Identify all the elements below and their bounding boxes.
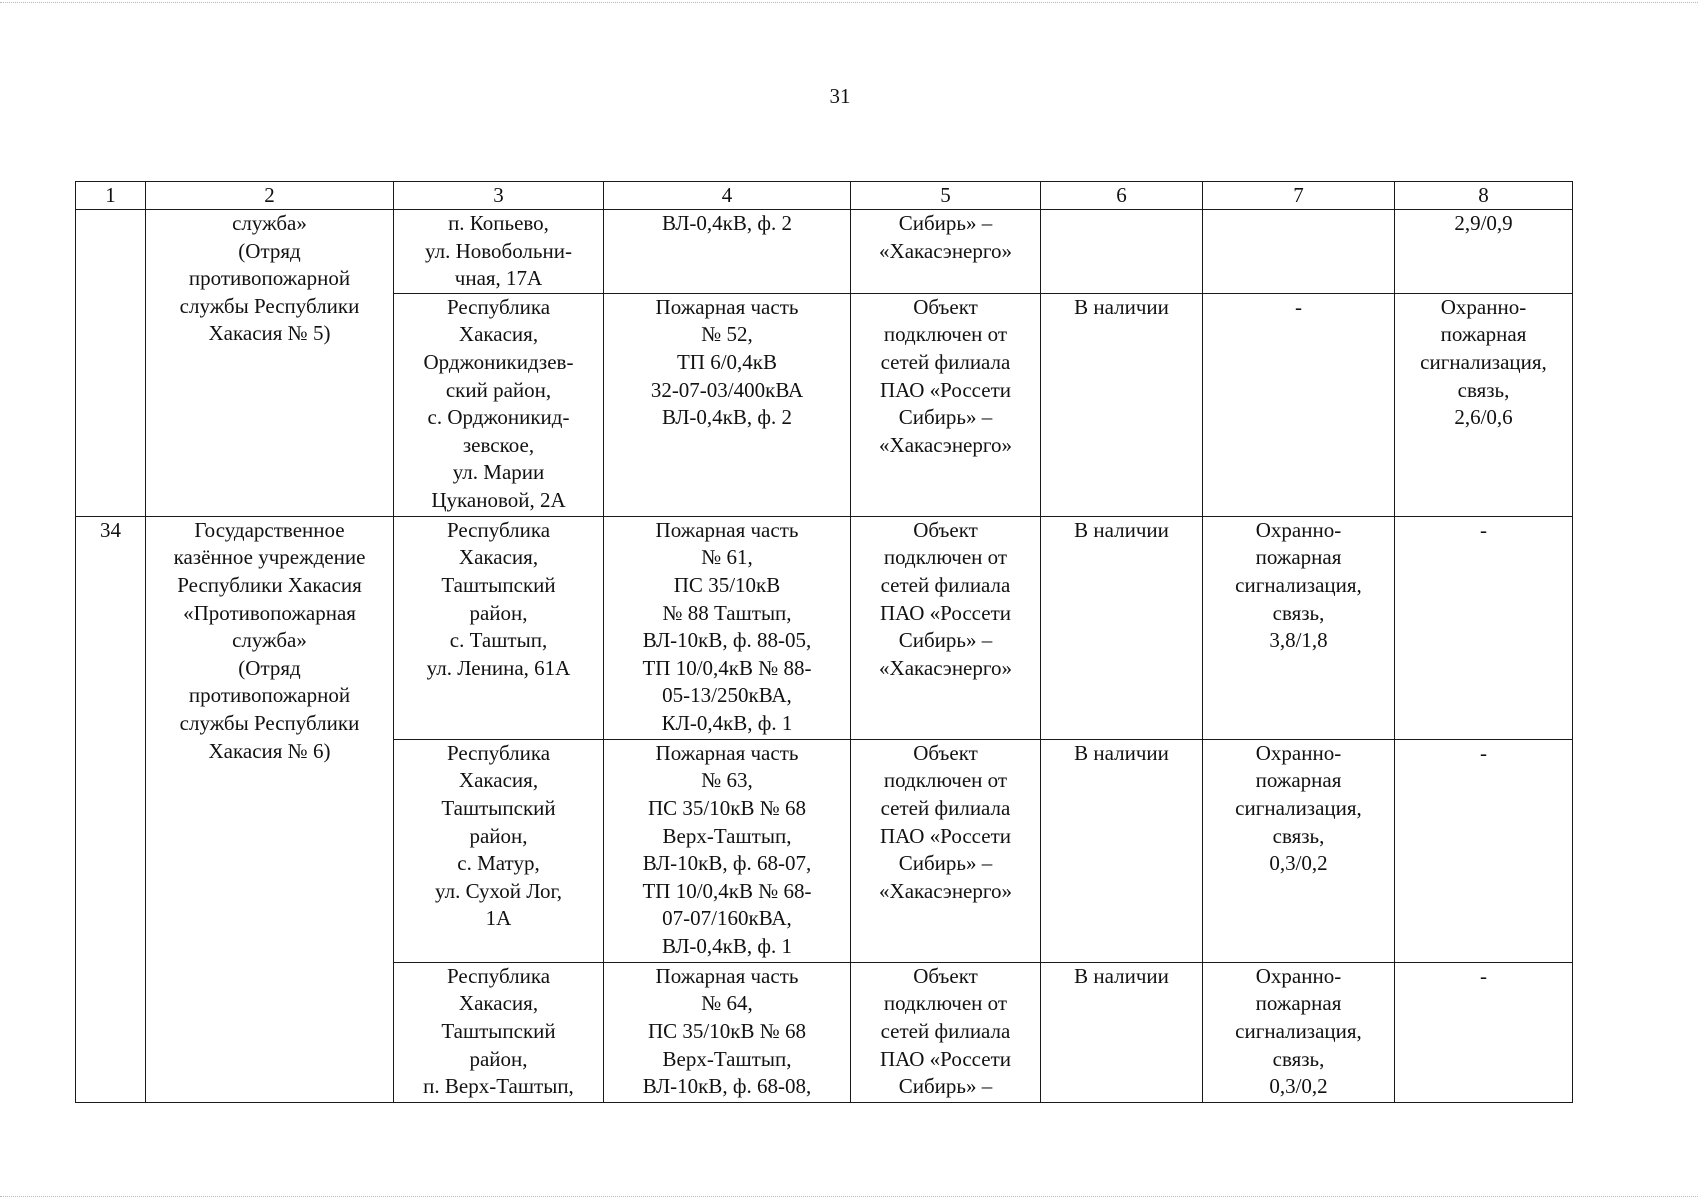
address-cell: п. Копьево, ул. Новобольни- чная, 17А xyxy=(394,210,604,294)
connection-cell: Объект подключен от сетей филиала ПАО «Россети Сибирь» – «Хакасэнерго» xyxy=(851,293,1041,516)
column-header: 5 xyxy=(851,182,1041,210)
column-8-cell: - xyxy=(1395,962,1573,1102)
document-table xyxy=(75,181,1573,1103)
address-cell: Республика Хакасия, Таштыпский район, с. Таштып, ул. Ленина, 61А xyxy=(394,516,604,739)
scan-edge-top xyxy=(0,2,1698,3)
power-supply-cell: Пожарная часть № 63, ПС 35/10кВ № 68 Верх-Таштып, ВЛ-10кВ, ф. 68-07, ТП 10/0,4кВ № 68- 07-07/160кВА, ВЛ-0,4кВ, ф. 1 xyxy=(604,739,851,962)
column-header: 8 xyxy=(1395,182,1573,210)
organization-cell: Государственное казённое учреждение Республики Хакасия «Противопожарная служба» (Отряд противопожарной службы Республики Хакасия № 6) xyxy=(146,516,394,1102)
column-7-cell: Охранно- пожарная сигнализация, связь, 3,8/1,8 xyxy=(1203,516,1395,739)
row-number-cell: 34 xyxy=(76,516,146,1102)
connection-cell: Объект подключен от сетей филиала ПАО «Россети Сибирь» – «Хакасэнерго» xyxy=(851,739,1041,962)
scan-edge-bottom xyxy=(0,1196,1698,1197)
page-number: 31 xyxy=(829,84,851,108)
column-header: 3 xyxy=(394,182,604,210)
address-cell: Республика Хакасия, Орджоникидзев- ский район, с. Орджоникид- зевское, ул. Марии Цукановой, 2А xyxy=(394,293,604,516)
power-supply-cell: Пожарная часть № 52, ТП 6/0,4кВ 32-07-03/400кВА ВЛ-0,4кВ, ф. 2 xyxy=(604,293,851,516)
connection-cell: Объект подключен от сетей филиала ПАО «Россети Сибирь» – xyxy=(851,962,1041,1102)
power-supply-cell: Пожарная часть № 64, ПС 35/10кВ № 68 Верх-Таштып, ВЛ-10кВ, ф. 68-08, xyxy=(604,962,851,1102)
row-number-cell xyxy=(76,210,146,517)
connection-cell: Сибирь» – «Хакасэнерго» xyxy=(851,210,1041,294)
power-supply-cell: ВЛ-0,4кВ, ф. 2 xyxy=(604,210,851,294)
column-header: 4 xyxy=(604,182,851,210)
column-7-cell: Охранно- пожарная сигнализация, связь, 0,3/0,2 xyxy=(1203,962,1395,1102)
connection-cell: Объект подключен от сетей филиала ПАО «Россети Сибирь» – «Хакасэнерго» xyxy=(851,516,1041,739)
column-header: 7 xyxy=(1203,182,1395,210)
table-row xyxy=(76,210,1573,294)
column-7-cell xyxy=(1203,210,1395,294)
power-supply-cell: Пожарная часть № 61, ПС 35/10кВ № 88 Таштып, ВЛ-10кВ, ф. 88-05, ТП 10/0,4кВ № 88- 05-13/250кВА, КЛ-0,4кВ, ф. 1 xyxy=(604,516,851,739)
column-8-cell: 2,9/0,9 xyxy=(1395,210,1573,294)
column-7-cell: Охранно- пожарная сигнализация, связь, 0,3/0,2 xyxy=(1203,739,1395,962)
availability-cell: В наличии xyxy=(1041,516,1203,739)
column-header: 6 xyxy=(1041,182,1203,210)
table-header-row xyxy=(76,182,1573,210)
address-cell: Республика Хакасия, Таштыпский район, п. Верх-Таштып, xyxy=(394,962,604,1102)
column-8-cell: - xyxy=(1395,516,1573,739)
column-8-cell: Охранно- пожарная сигнализация, связь, 2,6/0,6 xyxy=(1395,293,1573,516)
availability-cell: В наличии xyxy=(1041,293,1203,516)
address-cell: Республика Хакасия, Таштыпский район, с. Матур, ул. Сухой Лог, 1А xyxy=(394,739,604,962)
column-7-cell: - xyxy=(1203,293,1395,516)
availability-cell xyxy=(1041,210,1203,294)
availability-cell: В наличии xyxy=(1041,739,1203,962)
availability-cell: В наличии xyxy=(1041,962,1203,1102)
table-row xyxy=(76,516,1573,739)
organization-cell: служба» (Отряд противопожарной службы Республики Хакасия № 5) xyxy=(146,210,394,517)
column-8-cell: - xyxy=(1395,739,1573,962)
column-header: 2 xyxy=(146,182,394,210)
column-header: 1 xyxy=(76,182,146,210)
